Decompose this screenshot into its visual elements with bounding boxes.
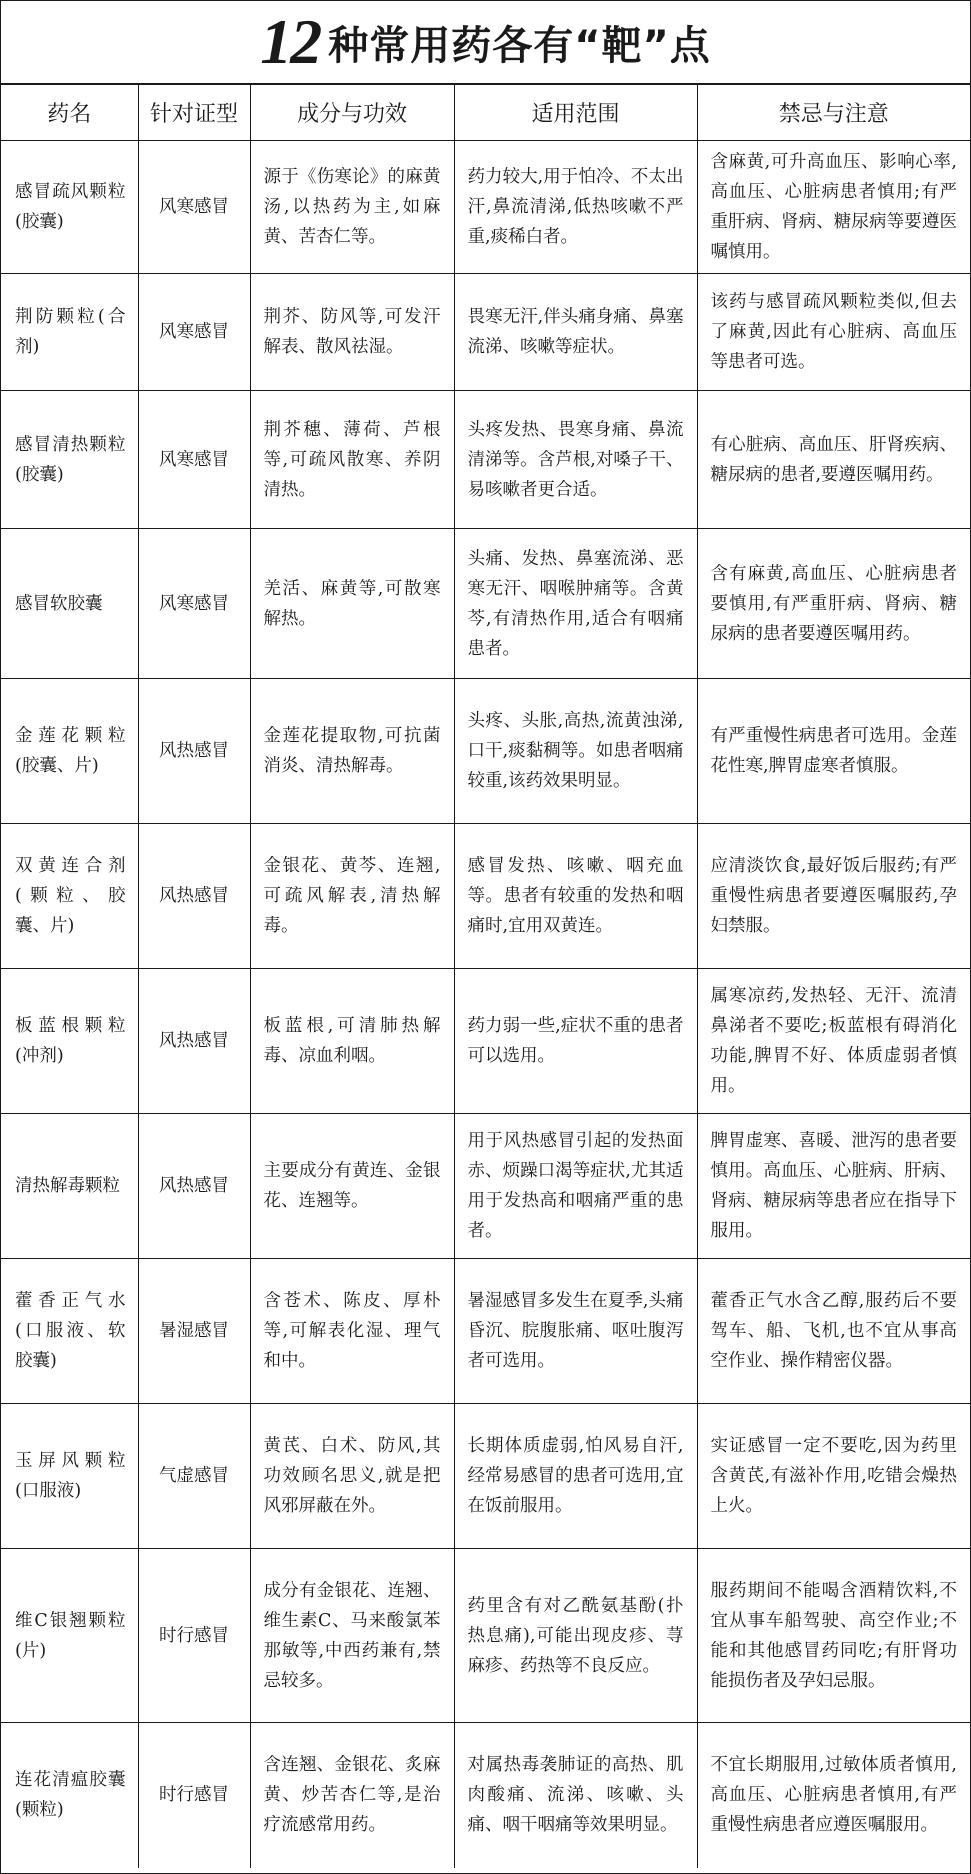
table-row	[1, 1114, 970, 1259]
caution: 含麻黄,可升高血压、影响心率,高血压、心脏病患者慎用;有严重肝病、肾病、糖尿病等要遵医嘱慎用。	[697, 141, 970, 274]
caution: 应清淡饮食,最好饭后服药;有严重慢性病患者要遵医嘱服药,孕妇禁服。	[697, 824, 970, 969]
syndrome-type: 风热感冒	[138, 1114, 250, 1259]
header-ingredients: 成分与功效	[250, 85, 454, 141]
table-row	[1, 141, 970, 274]
ingredients: 金银花、黄芩、连翘,可疏风解表,清热解毒。	[250, 824, 454, 969]
caution: 有心脏病、高血压、肝肾疾病、糖尿病的患者,要遵医嘱用药。	[697, 391, 970, 529]
ingredients: 板蓝根,可清肺热解毒、凉血利咽。	[250, 969, 454, 1114]
caution: 服药期间不能喝含酒精饮料,不宜从事车船驾驶、高空作业;不能和其他感冒药同吃;有肝肾功能损伤者及孕妇忌服。	[697, 1549, 970, 1723]
syndrome-type: 时行感冒	[138, 1723, 250, 1868]
table-header-row	[1, 85, 970, 141]
scope: 药力弱一些,症状不重的患者可以选用。	[454, 969, 697, 1114]
table-row	[1, 274, 970, 391]
page-title	[1, 1, 970, 85]
drug-name: 维C银翘颗粒(片)	[1, 1549, 138, 1723]
table-row	[1, 824, 970, 969]
header-drug-name: 药名	[1, 85, 138, 141]
caution: 不宜长期服用,过敏体质者慎用,高血压、心脏病患者慎用,有严重慢性病患者应遵医嘱服用。	[697, 1723, 970, 1868]
table-row	[1, 1723, 970, 1868]
ingredients: 成分有金银花、连翘、维生素C、马来酸氯苯那敏等,中西药兼有,禁忌较多。	[250, 1549, 454, 1723]
drug-name: 荆防颗粒(合剂)	[1, 274, 138, 391]
drug-name: 连花清瘟胶囊(颗粒)	[1, 1723, 138, 1868]
caution: 该药与感冒疏风颗粒类似,但去了麻黄,因此有心脏病、高血压等患者可选。	[697, 274, 970, 391]
caution: 脾胃虚寒、喜暖、泄泻的患者要慎用。高血压、心脏病、肝病、肾病、糖尿病等患者应在指导下服用。	[697, 1114, 970, 1259]
caution: 有严重慢性病患者可选用。金莲花性寒,脾胃虚寒者慎服。	[697, 679, 970, 824]
scope: 感冒发热、咳嗽、咽充血等。患者有较重的发热和咽痛时,宜用双黄连。	[454, 824, 697, 969]
table-row	[1, 529, 970, 679]
caution: 属寒凉药,发热轻、无汗、流清鼻涕者不要吃;板蓝根有碍消化功能,脾胃不好、体质虚弱者慎用。	[697, 969, 970, 1114]
syndrome-type: 风寒感冒	[138, 391, 250, 529]
drug-name: 双黄连合剂(颗粒、胶囊、片)	[1, 824, 138, 969]
ingredients: 源于《伤寒论》的麻黄汤,以热药为主,如麻黄、苦杏仁等。	[250, 141, 454, 274]
table-row	[1, 391, 970, 529]
syndrome-type: 风寒感冒	[138, 141, 250, 274]
ingredients: 金莲花提取物,可抗菌消炎、清热解毒。	[250, 679, 454, 824]
ingredients: 羌活、麻黄等,可散寒解热。	[250, 529, 454, 679]
title-number: 12	[260, 6, 321, 77]
caution: 含有麻黄,高血压、心脏病患者要慎用,有严重肝病、肾病、糖尿病的患者要遵医嘱用药。	[697, 529, 970, 679]
title-text: 种常用药各有“靶”点	[328, 22, 711, 69]
table-row	[1, 679, 970, 824]
header-scope: 适用范围	[454, 85, 697, 141]
syndrome-type: 风热感冒	[138, 969, 250, 1114]
header-syndrome-type: 针对证型	[138, 85, 250, 141]
syndrome-type: 风热感冒	[138, 824, 250, 969]
drug-name: 感冒软胶囊	[1, 529, 138, 679]
syndrome-type: 暑湿感冒	[138, 1259, 250, 1404]
scope: 对属热毒袭肺证的高热、肌肉酸痛、流涕、咳嗽、头痛、咽干咽痛等效果明显。	[454, 1723, 697, 1868]
table-row	[1, 1404, 970, 1549]
scope: 头痛、发热、鼻塞流涕、恶寒无汗、咽喉肿痛等。含黄芩,有清热作用,适合有咽痛患者。	[454, 529, 697, 679]
syndrome-type: 时行感冒	[138, 1549, 250, 1723]
ingredients: 荆芥、防风等,可发汗解表、散风祛湿。	[250, 274, 454, 391]
scope: 用于风热感冒引起的发热面赤、烦躁口渴等症状,尤其适用于发热高和咽痛严重的患者。	[454, 1114, 697, 1259]
scope: 头疼发热、畏寒身痛、鼻流清涕等。含芦根,对嗓子干、易咳嗽者更合适。	[454, 391, 697, 529]
ingredients: 主要成分有黄连、金银花、连翘等。	[250, 1114, 454, 1259]
scope: 暑湿感冒多发生在夏季,头痛昏沉、脘腹胀痛、呕吐腹泻者可选用。	[454, 1259, 697, 1404]
drug-name: 玉屏风颗粒(口服液)	[1, 1404, 138, 1549]
header-caution: 禁忌与注意	[697, 85, 970, 141]
scope: 药里含有对乙酰氨基酚(扑热息痛),可能出现皮疹、荨麻疹、药热等不良反应。	[454, 1549, 697, 1723]
caution: 实证感冒一定不要吃,因为药里含黄芪,有滋补作用,吃错会燥热上火。	[697, 1404, 970, 1549]
scope: 头疼、头胀,高热,流黄浊涕,口干,痰黏稠等。如患者咽痛较重,该药效果明显。	[454, 679, 697, 824]
scope: 长期体质虚弱,怕风易自汗,经常易感冒的患者可选用,宜在饭前服用。	[454, 1404, 697, 1549]
drug-name: 金莲花颗粒(胶囊、片)	[1, 679, 138, 824]
ingredients: 黄芪、白术、防风,其功效顾名思义,就是把风邪屏蔽在外。	[250, 1404, 454, 1549]
syndrome-type: 气虚感冒	[138, 1404, 250, 1549]
syndrome-type: 风热感冒	[138, 679, 250, 824]
table-row	[1, 1549, 970, 1723]
scope: 畏寒无汗,伴头痛身痛、鼻塞流涕、咳嗽等症状。	[454, 274, 697, 391]
drug-name: 藿香正气水(口服液、软胶囊)	[1, 1259, 138, 1404]
drug-name: 感冒疏风颗粒(胶囊)	[1, 141, 138, 274]
syndrome-type: 风寒感冒	[138, 529, 250, 679]
caution: 藿香正气水含乙醇,服药后不要驾车、船、飞机,也不宜从事高空作业、操作精密仪器。	[697, 1259, 970, 1404]
drug-name: 清热解毒颗粒	[1, 1114, 138, 1259]
drug-name: 感冒清热颗粒(胶囊)	[1, 391, 138, 529]
ingredients: 含苍术、陈皮、厚朴等,可解表化湿、理气和中。	[250, 1259, 454, 1404]
scope: 药力较大,用于怕冷、不太出汗,鼻流清涕,低热咳嗽不严重,痰稀白者。	[454, 141, 697, 274]
ingredients: 荆芥穗、薄荷、芦根等,可疏风散寒、养阴清热。	[250, 391, 454, 529]
table-row	[1, 969, 970, 1114]
ingredients: 含连翘、金银花、炙麻黄、炒苦杏仁等,是治疗流感常用药。	[250, 1723, 454, 1868]
table-row	[1, 1259, 970, 1404]
syndrome-type: 风寒感冒	[138, 274, 250, 391]
medicine-table	[1, 85, 970, 1868]
drug-name: 板蓝根颗粒(冲剂)	[1, 969, 138, 1114]
